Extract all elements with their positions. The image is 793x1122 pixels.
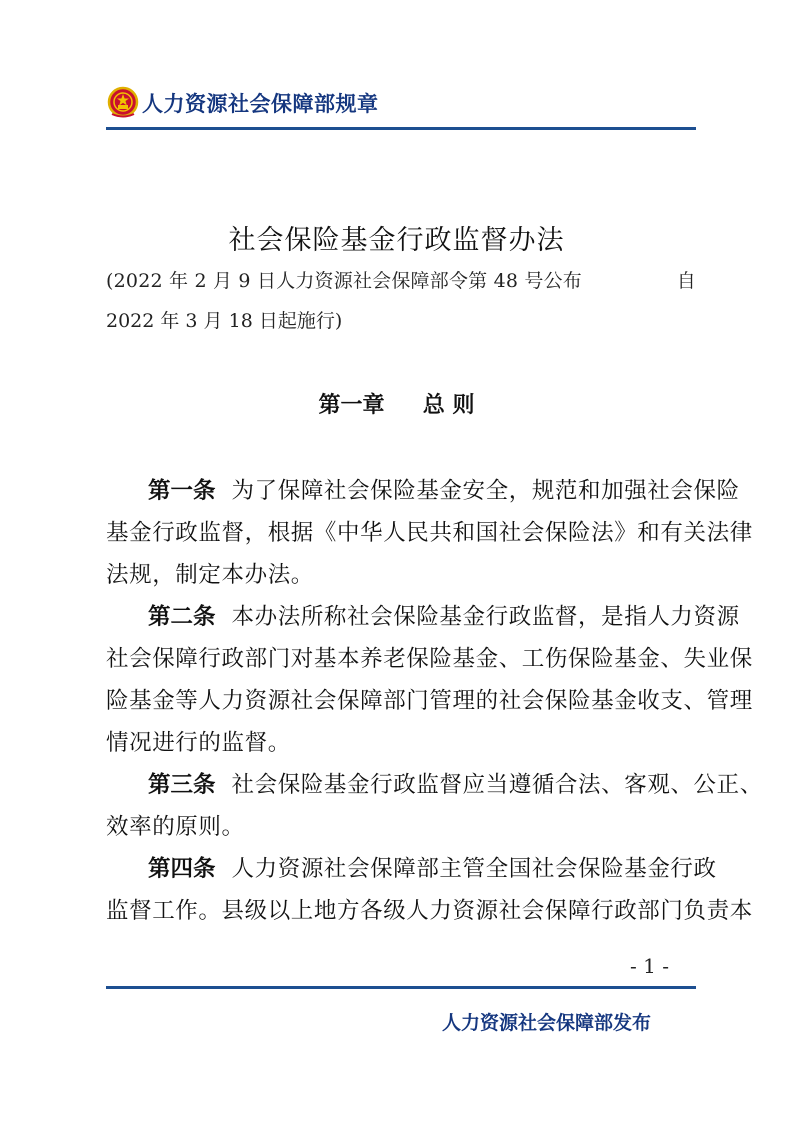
document-subtitle-line-2: 2022 年 3 月 18 日起施行) <box>106 310 343 332</box>
page-number: - 1 - <box>630 954 669 978</box>
article-label: 第四条 <box>148 856 216 882</box>
article-1-line: 法规，制定本办法。 <box>106 562 314 588</box>
article-text: 人力资源社会保障部主管全国社会保险基金行政 <box>231 856 717 882</box>
document-title: 社会保险基金行政监督办法 <box>228 225 565 256</box>
article-1-line: 基金行政监督，根据《中华人民共和国社会保险法》和有关法律 <box>106 520 753 546</box>
footer-divider <box>106 986 696 989</box>
article-4-line: 监督工作。县级以上地方各级人力资源社会保障行政部门负责本 <box>106 898 753 924</box>
article-2-line: 情况进行的监督。 <box>106 730 291 756</box>
article-label: 第一条 <box>148 478 216 504</box>
article-1-first-line <box>148 473 740 505</box>
subtitle-self: 自 <box>676 270 696 292</box>
national-emblem-icon <box>106 86 140 120</box>
chapter-heading: 第一章 总 则 <box>318 393 475 418</box>
header-divider <box>106 127 696 130</box>
article-3-first-line <box>148 767 763 799</box>
document-subtitle-line-1 <box>106 266 696 293</box>
article-text: 为了保障社会保险基金安全，规范和加强社会保险 <box>231 478 740 504</box>
page-header <box>106 84 696 124</box>
article-label: 第三条 <box>148 772 216 798</box>
article-2-line: 险基金等人力资源社会保障部门管理的社会保险基金收支、管理 <box>106 688 753 714</box>
article-4-first-line <box>148 851 717 883</box>
publisher-label: 人力资源社会保障部发布 <box>442 1012 652 1034</box>
regulation-brand-title: 人力资源社会保障部规章 <box>142 92 379 116</box>
article-3-line: 效率的原则。 <box>106 814 245 840</box>
article-2-first-line <box>148 599 740 631</box>
article-text: 社会保险基金行政监督应当遵循合法、客观、公正、 <box>231 772 763 798</box>
article-label: 第二条 <box>148 604 216 630</box>
subtitle-text: (2022 年 2 月 9 日人力资源社会保障部令第 48 号公布 <box>106 270 582 292</box>
article-text: 本办法所称社会保险基金行政监督，是指人力资源 <box>231 604 740 630</box>
article-2-line: 社会保障行政部门对基本养老保险基金、工伤保险基金、失业保 <box>106 646 753 672</box>
